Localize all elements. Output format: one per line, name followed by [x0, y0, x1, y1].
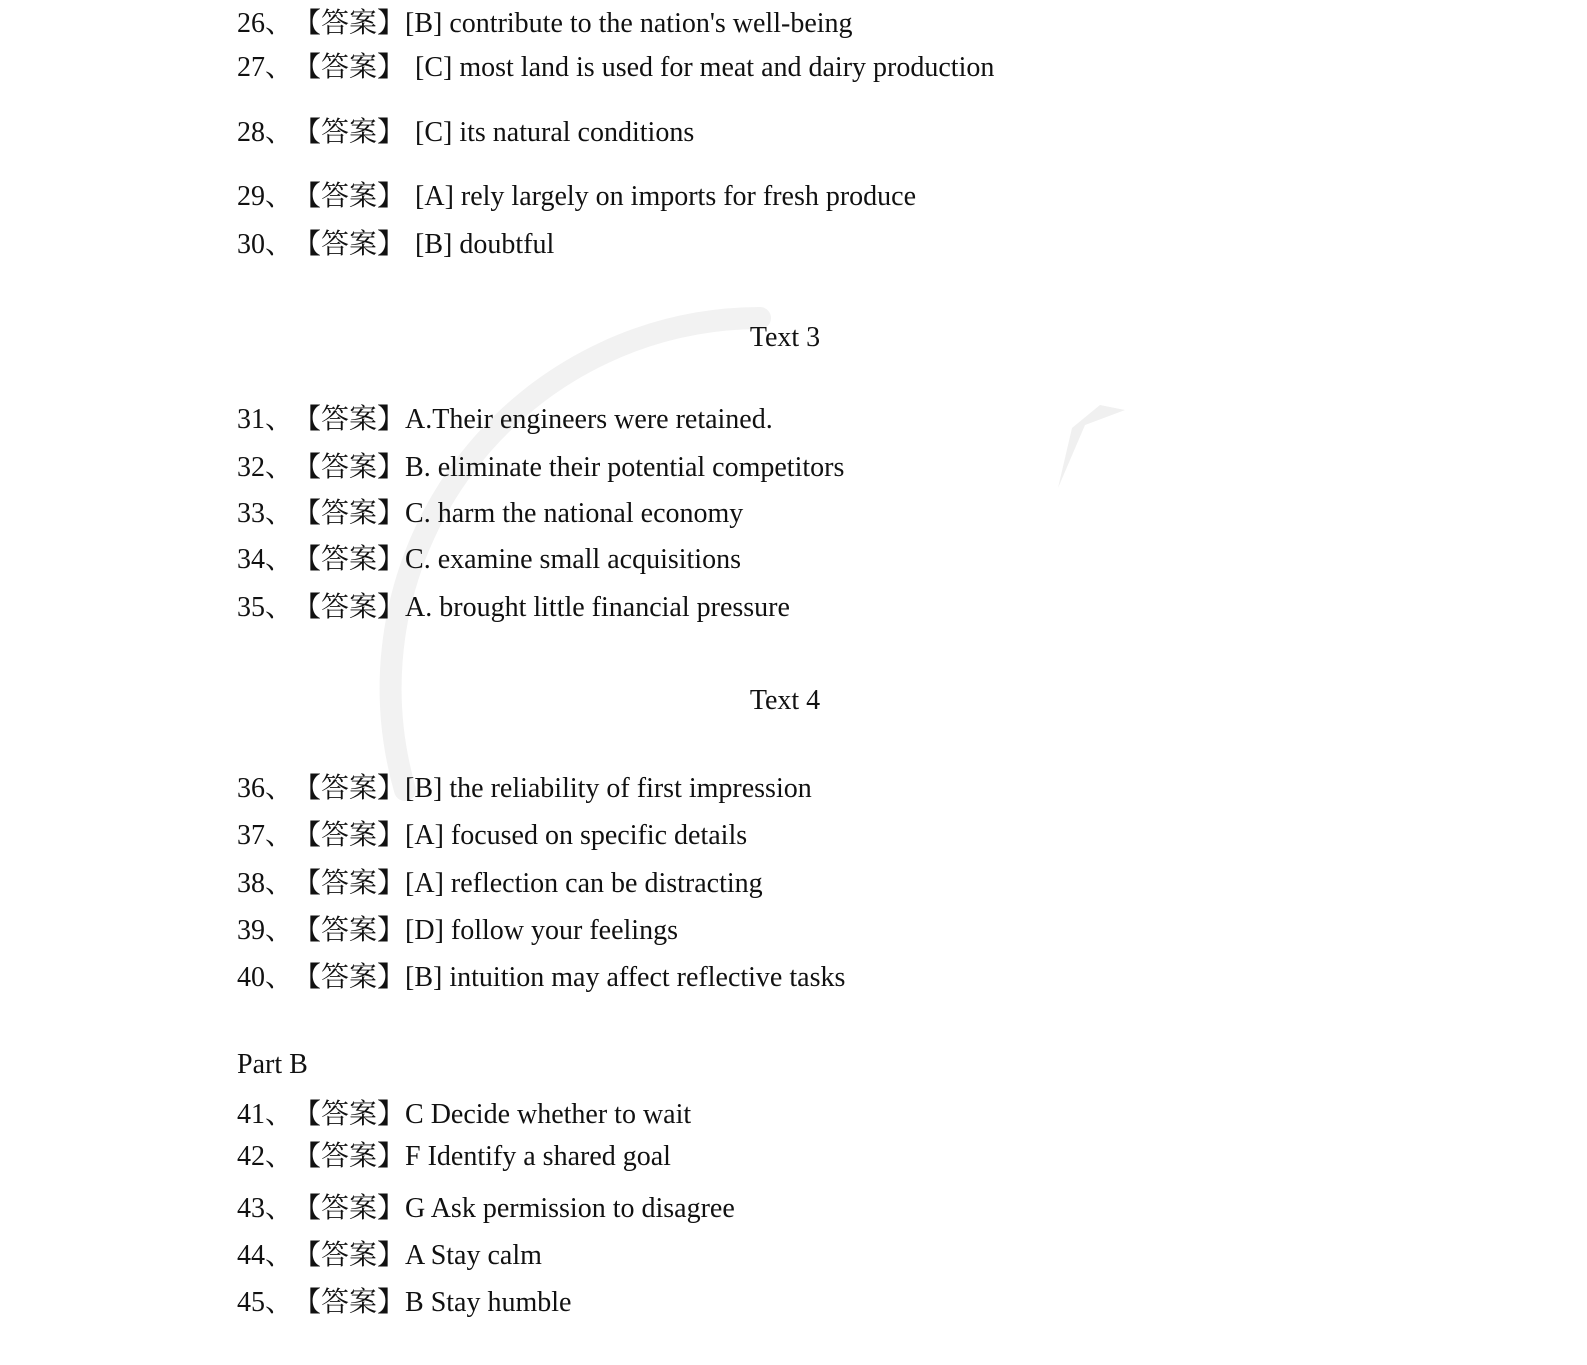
answer-line-30: [237, 228, 554, 262]
question-number: 29、: [237, 181, 294, 212]
answer-text: C Decide whether to wait: [405, 1099, 692, 1130]
answer-text: C. examine small acquisitions: [405, 544, 741, 575]
answer-line-33: [237, 497, 743, 531]
section-heading-part-b: Part B: [237, 1049, 308, 1080]
answer-tag: 【答案】: [293, 1193, 406, 1224]
answer-text: [C] most land is used for meat and dairy production: [415, 52, 995, 83]
answer-line-44: [237, 1239, 542, 1273]
answer-line-36: [237, 772, 812, 806]
answer-line-35: [237, 591, 790, 625]
answer-line-39: [237, 914, 678, 948]
question-number: 32、: [237, 452, 294, 483]
question-number: 37、: [237, 820, 294, 851]
answer-line-26: [237, 7, 853, 41]
answer-tag: 【答案】: [293, 1240, 406, 1271]
answer-tag: 【答案】: [293, 404, 406, 435]
answer-line-28: [237, 116, 694, 150]
answer-line-38: [237, 867, 763, 901]
answer-line-43: [237, 1192, 735, 1226]
answer-text: F Identify a shared goal: [405, 1141, 671, 1172]
question-number: 31、: [237, 404, 294, 435]
question-number: 45、: [237, 1287, 294, 1318]
question-number: 39、: [237, 915, 294, 946]
question-number: 38、: [237, 868, 294, 899]
answer-tag: 【答案】: [293, 52, 406, 83]
answer-tag: 【答案】: [293, 592, 406, 623]
question-number: 27、: [237, 52, 294, 83]
answer-tag: 【答案】: [293, 8, 406, 39]
question-number: 33、: [237, 498, 294, 529]
answer-text: [B] contribute to the nation's well-being: [405, 8, 853, 39]
answer-text: A. brought little financial pressure: [405, 592, 790, 623]
answer-tag: 【答案】: [293, 544, 406, 575]
answer-text: [B] intuition may affect reflective tasks: [405, 962, 846, 993]
answer-text: [B] the reliability of first impression: [405, 773, 812, 804]
answer-line-37: [237, 819, 747, 853]
question-number: 44、: [237, 1240, 294, 1271]
answer-text: B Stay humble: [405, 1287, 572, 1318]
answer-text: A Stay calm: [405, 1240, 542, 1271]
answer-line-29: [237, 180, 916, 214]
answer-tag: 【答案】: [293, 915, 406, 946]
answer-tag: 【答案】: [293, 229, 406, 260]
answer-tag: 【答案】: [293, 773, 406, 804]
answer-line-31: [237, 403, 773, 437]
question-number: 41、: [237, 1099, 294, 1130]
answer-line-32: [237, 451, 844, 485]
question-number: 35、: [237, 592, 294, 623]
answer-text: C. harm the national economy: [405, 498, 744, 529]
answer-tag: 【答案】: [293, 1099, 406, 1130]
answer-tag: 【答案】: [293, 820, 406, 851]
answer-line-42: [237, 1140, 671, 1174]
answer-text: B. eliminate their potential competitors: [405, 452, 845, 483]
answer-line-41: [237, 1098, 691, 1132]
question-number: 26、: [237, 8, 294, 39]
answer-line-27: [237, 51, 994, 85]
answer-tag: 【答案】: [293, 962, 406, 993]
answer-tag: 【答案】: [293, 117, 406, 148]
answer-text: [C] its natural conditions: [415, 117, 695, 148]
answer-text: [B] doubtful: [415, 229, 555, 260]
answer-text: [A] focused on specific details: [405, 820, 748, 851]
answer-tag: 【答案】: [293, 498, 406, 529]
question-number: 30、: [237, 229, 294, 260]
answer-line-34: [237, 543, 741, 577]
question-number: 36、: [237, 773, 294, 804]
section-heading-text-3: Text 3: [749, 322, 821, 353]
answer-text: A.Their engineers were retained.: [405, 404, 773, 435]
section-heading-text-4: Text 4: [749, 685, 821, 716]
question-number: 42、: [237, 1141, 294, 1172]
answer-text: [D] follow your feelings: [405, 915, 678, 946]
answer-text: [A] reflection can be distracting: [405, 868, 763, 899]
answer-tag: 【答案】: [293, 452, 406, 483]
question-number: 43、: [237, 1193, 294, 1224]
answer-text: G Ask permission to disagree: [405, 1193, 735, 1224]
question-number: 40、: [237, 962, 294, 993]
question-number: 28、: [237, 117, 294, 148]
answer-tag: 【答案】: [293, 1287, 406, 1318]
answer-tag: 【答案】: [293, 868, 406, 899]
question-number: 34、: [237, 544, 294, 575]
answer-line-45: [237, 1286, 571, 1320]
answer-line-40: [237, 961, 845, 995]
answer-tag: 【答案】: [293, 1141, 406, 1172]
answer-text: [A] rely largely on imports for fresh produce: [415, 181, 917, 212]
answer-tag: 【答案】: [293, 181, 406, 212]
